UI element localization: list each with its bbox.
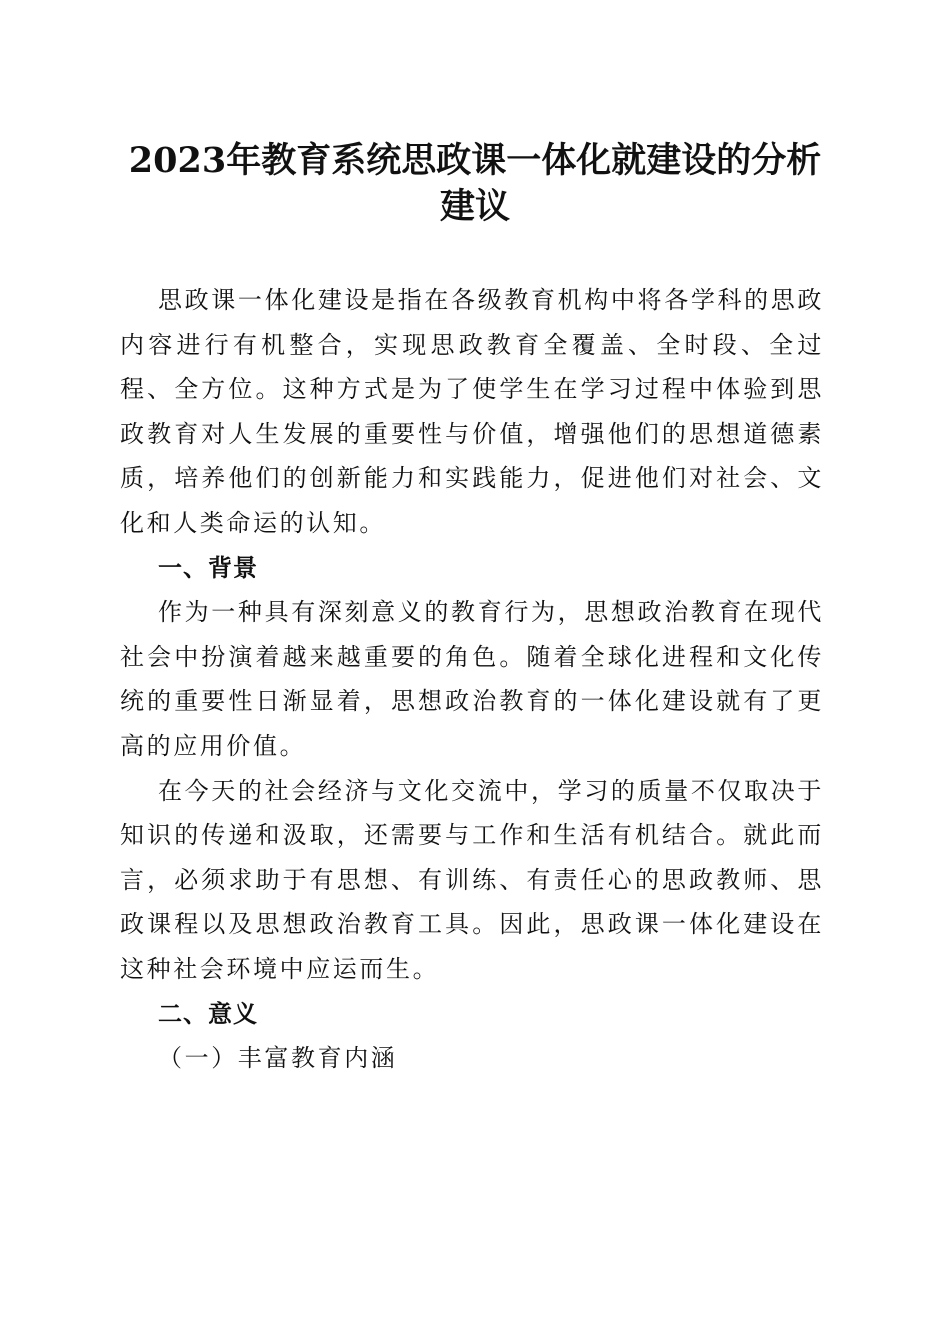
background-paragraph-1: 作为一种具有深刻意义的教育行为，思想政治教育在现代社会中扮演着越来越重要的角色。随着全球化进程和文化传统的重要性日渐显着，思想政治教育的一体化建设就有了更高的应用价值。 bbox=[120, 598, 824, 760]
section-heading-background: 一、背景 bbox=[158, 552, 258, 582]
intro-paragraph: 思政课一体化建设是指在各级教育机构中将各学科的思政内容进行有机整合，实现思政教育全覆盖、全时段、全过程、全方位。这种方式是为了使学生在学习过程中体验到思政教育对人生发展的重要性与价值，增强他们的思想道德素质，培养他们的创新能力和实践能力，促进他们对社会、文化和人类命运的认知。 bbox=[120, 286, 824, 537]
subheading-enrich-education: （一）丰富教育内涵 bbox=[158, 1044, 398, 1073]
background-paragraph-2: 在今天的社会经济与文化交流中，学习的质量不仅取决于知识的传递和汲取，还需要与工作和生活有机结合。就此而言，必须求助于有思想、有训练、有责任心的思政教师、思政课程以及思想政治教育工具。因此，思政课一体化建设在这种社会环境中应运而生。 bbox=[120, 776, 824, 983]
document-title bbox=[120, 138, 830, 230]
title-line-2: 建议 bbox=[439, 186, 510, 227]
document-body bbox=[120, 278, 824, 1081]
section-heading-significance: 二、意义 bbox=[158, 998, 258, 1028]
title-line-1: 2023年教育系统思政课一体化就建设的分析 bbox=[128, 140, 822, 181]
